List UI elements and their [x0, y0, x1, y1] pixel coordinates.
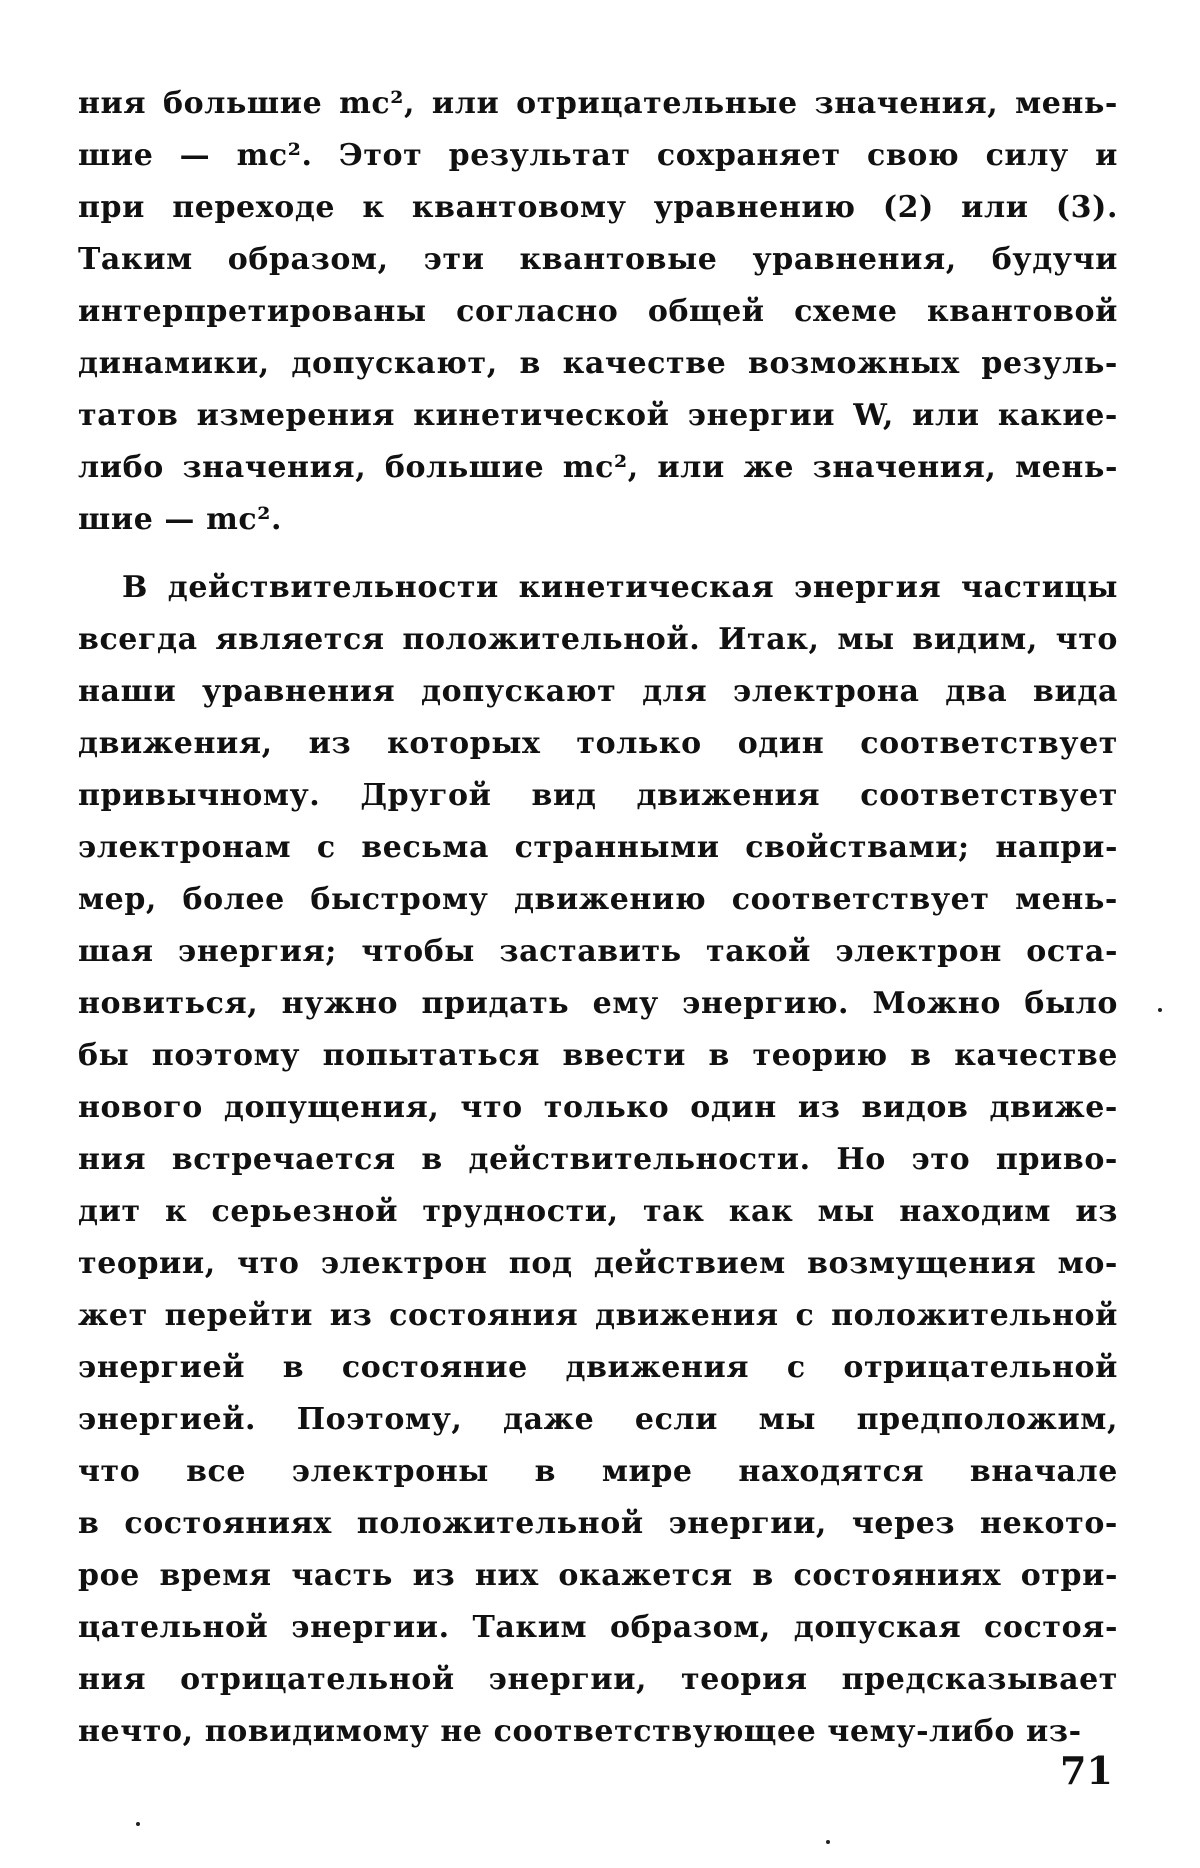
text-line: привычному. Другой вид движения соответствует	[78, 778, 1118, 813]
text-line: Таким образом, эти квантовые уравнения, будучи	[78, 242, 1118, 277]
text-line: шие — mc².	[78, 502, 283, 537]
text-line: при переходе к квантовому уравнению (2) или (3).	[78, 190, 1118, 225]
text-line: татов измерения кинетической энергии W, или какие-	[78, 398, 1118, 433]
text-line: энергией. Поэтому, даже если мы предположим,	[78, 1402, 1118, 1437]
scan-speck	[136, 1822, 140, 1826]
text-line: в состояниях положительной энергии, через некото-	[78, 1506, 1118, 1541]
text-line: В действительности кинетическая энергия частицы	[122, 570, 1118, 605]
text-line: бы поэтому попытаться ввести в теорию в качестве	[78, 1038, 1118, 1073]
text-line: либо значения, большие mc², или же значения, мень-	[78, 450, 1118, 485]
text-line: ния отрицательной энергии, теория предсказывает	[78, 1662, 1118, 1697]
text-line: наши уравнения допускают для электрона два вида	[78, 674, 1118, 709]
text-line: нового допущения, что только один из видов движе-	[78, 1090, 1118, 1125]
text-line: ния встречается в действительности. Но это приво-	[78, 1142, 1118, 1177]
text-line: энергией в состояние движения с отрицательной	[78, 1350, 1118, 1385]
scan-speck	[1158, 1008, 1162, 1012]
text-line: рое время часть из них окажется в состояниях отри-	[78, 1558, 1118, 1593]
text-line: цательной энергии. Таким образом, допуская состоя-	[78, 1610, 1118, 1645]
text-line: интерпретированы согласно общей схеме квантовой	[78, 294, 1118, 329]
text-line: новиться, нужно придать ему энергию. Можно было	[78, 986, 1118, 1021]
text-line: что все электроны в мире находятся вначале	[78, 1454, 1118, 1489]
text-line: динамики, допускают, в качестве возможных резуль-	[78, 346, 1118, 381]
text-line: движения, из которых только один соответствует	[78, 726, 1118, 761]
text-line: мер, более быстрому движению соответствует мень-	[78, 882, 1118, 917]
text-line: теории, что электрон под действием возмущения мо-	[78, 1246, 1118, 1281]
paragraph-1	[78, 78, 1118, 546]
text-line: ния большие mc², или отрицательные значения, мень-	[78, 86, 1118, 121]
text-line: всегда является положительной. Итак, мы видим, что	[78, 622, 1118, 657]
page-number: 71	[1060, 1748, 1113, 1793]
text-line: жет перейти из состояния движения с положительной	[78, 1298, 1118, 1333]
text-line: шая энергия; чтобы заставить такой электрон оста-	[78, 934, 1118, 969]
paragraph-gap	[78, 546, 1118, 562]
text-line: дит к серьезной трудности, так как мы находим из	[78, 1194, 1118, 1229]
text-line: электронам с весьма странными свойствами; напри-	[78, 830, 1118, 865]
book-page	[78, 78, 1118, 1758]
paragraph-2	[78, 562, 1118, 1758]
scan-speck	[826, 1840, 830, 1844]
text-line: шие — mc². Этот результат сохраняет свою силу и	[78, 138, 1118, 173]
text-line: нечто, повидимому не соответствующее чему-либо из-	[78, 1714, 1082, 1749]
